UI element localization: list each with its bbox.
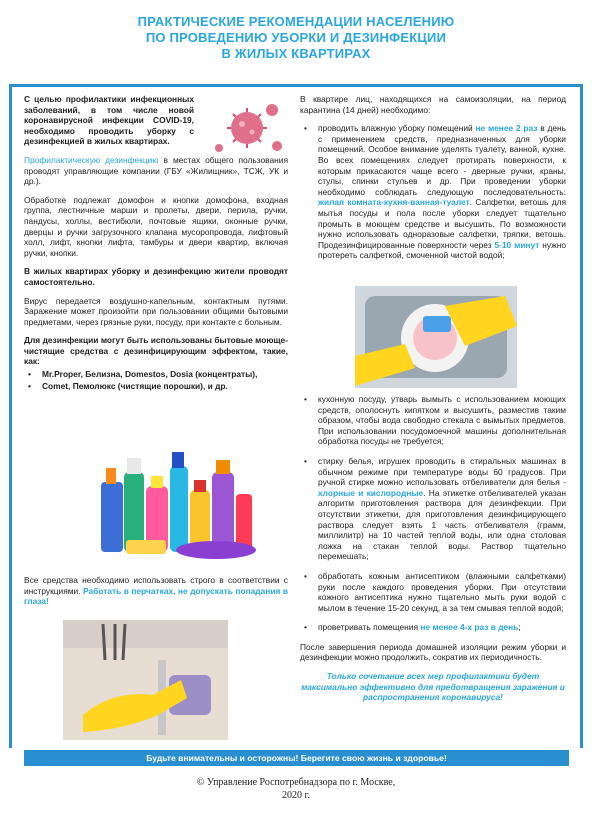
b1-sequence: жилая комната-кухня-ванная-туалет [318, 197, 470, 208]
page-title [0, 14, 592, 62]
title-line-3: В ЖИЛЫХ КВАРТИРАХ [221, 46, 371, 61]
prof-paragraph [24, 155, 288, 187]
product-item: • Comet, Пемолюкс (чистящие порошки), и др. [24, 381, 288, 392]
b1-blue: не менее 2 раз [475, 123, 538, 134]
products-list [24, 369, 288, 391]
final-message: Только сочетание всех мер профилактики будет максимально эффективно для предотвращения заражения и распространения коронавируса! [301, 671, 565, 703]
recommendation-item [300, 456, 566, 562]
instructions-text: Все средства необходимо использовать строго в соответствии с инструкциями. [24, 575, 288, 596]
footer-banner: Будьте внимательны и осторожны! Берегите свою жизнь и здоровье! [24, 750, 569, 766]
b1-text-a: проводить влажную уборку помещений [318, 123, 476, 134]
instructions-block [24, 575, 288, 615]
instructions-warning: Работать в перчатках, не допускать попадания в глаза! [24, 585, 289, 607]
residents-paragraph: В жилых квартирах уборку и дезинфекцию жители проводят самостоятельно. [24, 266, 288, 287]
virus-paragraph: Вирус передается воздушно-капельным, контактным путями. Заражение может произойти при пользовании общими бытовыми предметами, через грязные руки, посуду, при контакте с больным. [24, 295, 288, 327]
b5-text-b: ; [518, 622, 521, 633]
glove-wiping-photo [63, 620, 228, 740]
b3-text-a: стирку белья, игрушек проводить в стиральных машинах в обычном режиме при температуре воды 60 градусов. При ручной стирке можно использовать отбеливатели для белья - [318, 455, 566, 488]
recommendation-item: • обработать кожным антисептиком (влажными салфетками) руки после каждого проведения уборки. При отсутствии кожного антисептика нужно тщательно мыть руки водой с мылом в течение 15-20 секунд, а за тем смывая теплой водой; [300, 571, 566, 613]
b3-blue: хлорные и кислородные [318, 487, 424, 498]
b1-text-b: в день с применением средств, предназначенных для уборки помещений. Особое внимание уделять туалету, ванной, кухне. Во всех помещениях следует протирать поверхности, к которым прикасаются чаще всего - дверные ручки, краны, стулы, спинки стульев и др. При проведении уборки необходимо соблюдать следующую последовательность: [318, 123, 566, 197]
recommendation-item [300, 123, 566, 261]
left-column [24, 94, 288, 397]
recommendations-list-cont [300, 394, 566, 633]
title-line-2: ПО ПРОВЕДЕНИЮ УБОРКИ И ДЕЗИНФЕКЦИИ [145, 30, 447, 45]
credit [0, 776, 592, 802]
dishwashing-photo [355, 286, 517, 388]
b5-blue: не менее 4-х раз в день [420, 622, 519, 633]
detergents-paragraph: Для дезинфекции могут быть использованы бытовые моюще-чистящие средства с дезинфицирующим эффектом, такие, как: [24, 335, 288, 367]
prof-link-text: Профилактическую дезинфекцию [24, 154, 159, 165]
product-item: • Mr.Proper, Белизна, Domestos, Dosia (концентраты), [24, 369, 288, 380]
instructions-paragraph [24, 575, 288, 607]
b1-time: 5-10 минут [494, 239, 540, 250]
b5-text-a: проветривать помещения [318, 622, 421, 633]
after-paragraph: После завершения периода домашней изоляции режим уборки и дезинфекции можно продолжить, сократив их периодичность. [300, 641, 566, 663]
credit-line-2: 2020 г. [282, 790, 310, 801]
recommendations-list [300, 123, 566, 261]
recommendation-item [300, 622, 566, 633]
b3-text-b: . На этикетке отбеливателей указан алгоритм приготовления раствора для дезинфекции. При отсутствии этикетки, для приготовления дезинфицирующего раствора следует взять 1 часть отбеливателя (грамм, миллилитр) на 10 частей теплой воды, или одна столовая ложка на стакан теплой воды. Раствор тщательно перемешать; [318, 487, 566, 562]
title-line-1: ПРАКТИЧЕСКИЕ РЕКОМЕНДАЦИИ НАСЕЛЕНИЮ [137, 14, 455, 29]
b1-text-c: . Салфетки, ветошь для мытья посуды и пола после уборки следует тщательно промыть в моющем средстве и высушить. По возможности нужно использовать одноразовые салфетки, тряпки, ветошь. Продезинфицированные поверхности через [318, 197, 566, 250]
intro-paragraph: С целью профилактики инфекционных заболеваний, в том числе новой коронавирусной инфекции COVID-19, необходимо проводить уборку с дезинфекцией в жилых квартирах. [24, 94, 194, 147]
prof-rest-text: в местах общего пользования проводят управляющие компании (ГБУ «Жилищник», ТСЖ, УК и др.). [24, 154, 288, 187]
process-paragraph: Обработке подлежат домофон и кнопки домофона, входная группа, лестничные марши и пролеты, двери, перила, ручки, пандусы, холлы, вестибюли, почтовые ящики, оконные ручки, дверцы и ручки загрузочного клапана мусоропровода, лифтовый холл, лифт, кнопки лифта, тамбуры и двери квартир, включая ручки, кнопки. [24, 194, 288, 258]
credit-line-1: © Управление Роспотребнадзора по г. Москве, [196, 777, 396, 788]
cleaning-products-photo [96, 442, 256, 560]
right-column [300, 94, 566, 267]
right-column-lower [300, 394, 566, 711]
recommendation-item: • кухонную посуду, утварь вымыть с использованием моющих средств, ополоснуть кипятком и высушить, разместив таким образом, чтобы вода свободно стекала с вымытых предметов. При использовании посудомоечной машины дополнительная обработка посуды не требуется; [300, 394, 566, 447]
right-intro: В квартире лиц, находящихся на самоизоляции, на период карантина (14 дней) необходимо: [300, 94, 566, 115]
b1-text-d: нужно протереть салфеткой, смоченной чистой водой; [318, 239, 566, 261]
